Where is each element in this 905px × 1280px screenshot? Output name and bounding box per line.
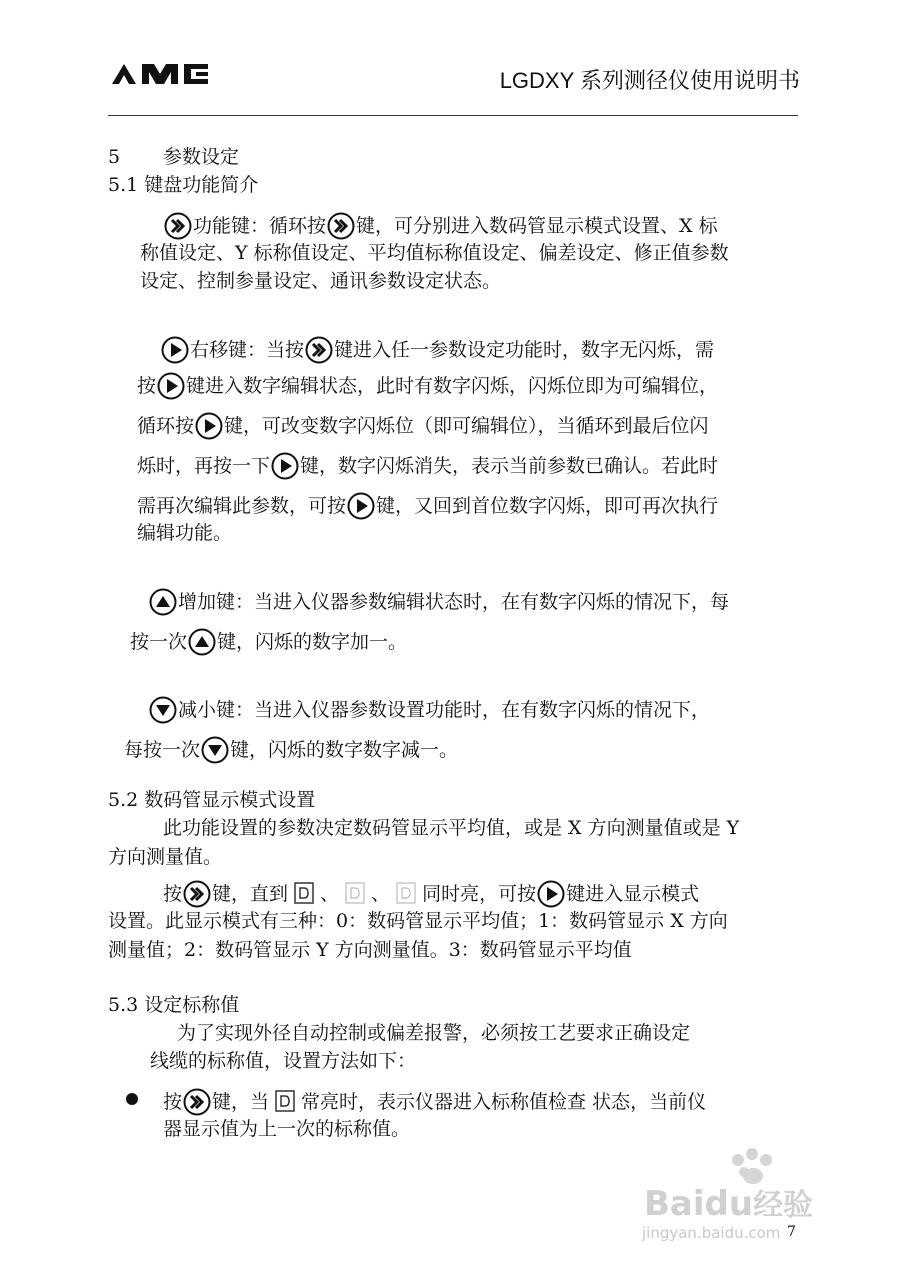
function-key-icon [327, 212, 355, 240]
watermark-url: jingyan.baidu.com [642, 1224, 781, 1242]
section-number: 5 [108, 146, 121, 168]
baidu-watermark [640, 1140, 840, 1250]
sec52-p2-line-1: 按 键，直到 、 、 同时亮，可按 键进入显示模式 [163, 880, 699, 908]
watermark-brand: Baidu [644, 1184, 754, 1224]
amg-logo [110, 62, 210, 86]
func-line-1: 功能键：循环按 键，可分别进入数码管显示模式设置、X 标 [163, 212, 718, 240]
right-arrow-key-icon [537, 880, 565, 908]
sec52-p2-line-3: 测量值；2：数码管显示 Y 方向测量值。3：数码管显示平均值 [108, 939, 632, 961]
document-title: LGDXY 系列测径仪使用说明书 [499, 68, 800, 93]
dx-indicator-icon [294, 882, 314, 904]
down-line-1: 减小键：当进入仪器参数设置功能时，在有数字闪烁的情况下， [148, 696, 710, 724]
function-key-icon [183, 1088, 211, 1116]
func-line-3: 设定、控制参量设定、通讯参数设定状态。 [140, 270, 502, 292]
section-5-3-heading: 5.3 设定标称值 [108, 994, 240, 1016]
section-5-1-heading: 5.1 键盘功能简介 [108, 174, 259, 196]
up-line-2: 按一次 键，闪烁的数字加一。 [130, 628, 407, 656]
header-rule [108, 115, 798, 116]
func-line-2: 称值设定、Y 标称值设定、平均值标称值设定、偏差设定、修正值参数 [140, 242, 729, 264]
page-number: 7 [787, 1224, 796, 1240]
section-5-2-heading: 5.2 数码管显示模式设置 [108, 789, 316, 811]
dy-indicator-icon [345, 882, 365, 904]
down-arrow-key-icon [149, 696, 177, 724]
right-arrow-key-icon [347, 492, 375, 520]
right-arrow-key-icon [271, 452, 299, 480]
sec52-p1-line-1: 此功能设置的参数决定数码管显示平均值，或是 X 方向测量值或是 Y [163, 817, 740, 839]
function-key-icon [164, 212, 192, 240]
sec53-p1-line-1: 为了实现外径自动控制或偏差报警，必须按工艺要求正确设定 [177, 1022, 691, 1044]
sec53-bullet-line-2: 器显示值为上一次的标称值。 [163, 1118, 411, 1140]
right-line-1: 右移键：当按 键进入任一参数设定功能时，数字无闪烁，需 [160, 336, 714, 364]
right-line-3: 循环按 键，可改变数字闪烁位（即可编辑位），当循环到最后位闪 [137, 412, 709, 440]
down-line-2: 每按一次 键，闪烁的数字数字减一。 [124, 736, 458, 764]
right-line-2: 按 键进入数字编辑状态，此时有数字闪烁，闪烁位即为可编辑位， [137, 372, 718, 400]
right-line-5: 需再次编辑此参数，可按 键，又回到首位数字闪烁，即可再次执行 [137, 492, 718, 520]
sec52-p2-line-2: 设置。此显示模式有三种：0：数码管显示平均值；1：数码管显示 X 方向 [108, 910, 728, 932]
right-arrow-key-icon [157, 372, 185, 400]
down-arrow-key-icon [201, 736, 229, 764]
right-line-4: 烁时，再按一下 键，数字闪烁消失，表示当前参数已确认。若此时 [137, 452, 718, 480]
sec53-p1-line-2: 线缆的标称值，设置方法如下： [150, 1050, 417, 1072]
function-key-icon [183, 880, 211, 908]
sec52-p1-line-2: 方向测量值。 [108, 846, 223, 868]
watermark-cn: 经验 [753, 1188, 814, 1223]
up-arrow-key-icon [188, 628, 216, 656]
bullet-icon [126, 1093, 138, 1105]
up-arrow-key-icon [149, 588, 177, 616]
up-line-1: 增加键：当进入仪器参数编辑状态时，在有数字闪烁的情况下，每 [148, 588, 729, 616]
right-arrow-key-icon [195, 412, 223, 440]
function-key-icon [305, 336, 333, 364]
d-indicator-icon [396, 882, 416, 904]
right-line-6: 编辑功能。 [137, 522, 233, 544]
dx-indicator-icon [275, 1090, 295, 1112]
sec53-bullet-line-1: 按 键，当 常亮时，表示仪器进入标称值检查 状态，当前仪 [163, 1088, 706, 1116]
right-arrow-key-icon [161, 336, 189, 364]
section-title: 参数设定 [163, 146, 240, 168]
